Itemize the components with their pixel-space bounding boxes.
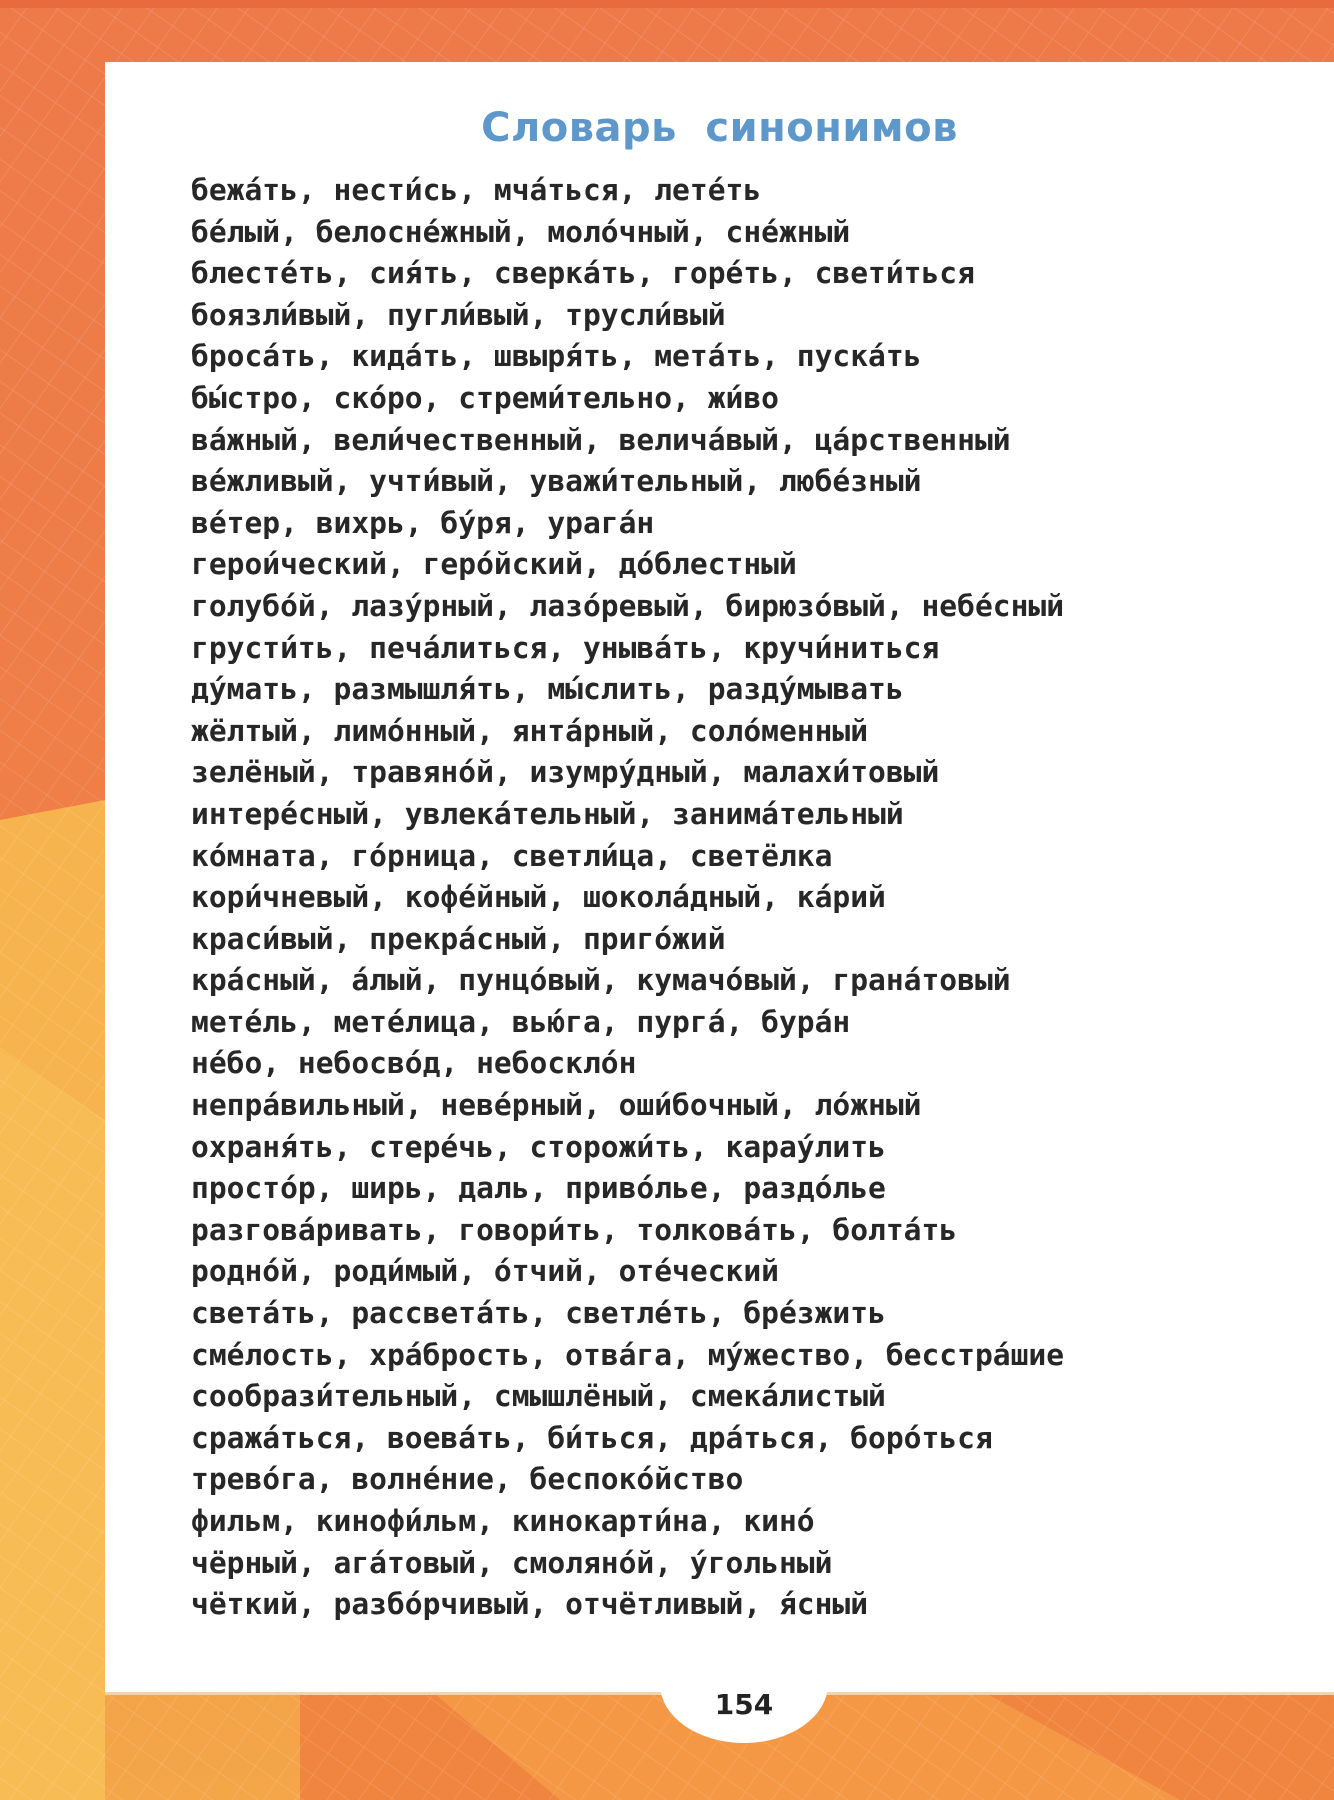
- list-item: кра́сный, а́лый, пунцо́вый, кумачо́вый, грана́товый: [191, 963, 1011, 998]
- list-item: жёлтый, лимо́нный, янта́рный, соло́менный: [191, 713, 869, 748]
- list-item: герои́ческий, геро́йский, до́блестный: [191, 547, 797, 582]
- list-item: не́бо, небосво́д, небоскло́н: [191, 1046, 637, 1081]
- list-item: фильм, кинофи́льм, кинокарти́на, кино́: [191, 1504, 815, 1538]
- list-item: интере́сный, увлека́тельный, занима́тельный: [191, 796, 904, 831]
- list-item: непра́вильный, неве́рный, оши́бочный, ло́жный: [191, 1088, 922, 1123]
- list-item: ко́мната, го́рница, светли́ца, светёлка: [191, 838, 833, 873]
- list-item: бы́стро, ско́ро, стреми́тельно, жи́во: [191, 380, 779, 415]
- page-number-tab: [660, 1625, 828, 1743]
- synonym-list: [191, 170, 1064, 1626]
- list-item: бе́лый, белосне́жный, моло́чный, сне́жный: [191, 214, 851, 249]
- page-title: Словарь синонимов: [481, 104, 958, 151]
- list-item: трево́га, волне́ние, беспоко́йство: [191, 1462, 744, 1497]
- list-item: блесте́ть, сия́ть, сверка́ть, горе́ть, свети́ться: [191, 256, 975, 291]
- list-item: разгова́ривать, говори́ть, толкова́ть, болта́ть: [191, 1212, 958, 1247]
- list-item: ду́мать, размышля́ть, мы́слить, разду́мывать: [191, 672, 904, 707]
- list-item: зелёный, травяно́й, изумру́дный, малахи́товый: [191, 755, 940, 790]
- list-item: ве́жливый, учти́вый, уважи́тельный, любе́зный: [191, 464, 922, 499]
- list-item: чёткий, разбо́рчивый, отчётливый, я́сный: [191, 1587, 869, 1622]
- list-item: ве́тер, вихрь, бу́ря, урага́н: [191, 505, 655, 540]
- list-item: сража́ться, воева́ть, би́ться, дра́ться, боро́ться: [191, 1420, 993, 1455]
- list-item: голубо́й, лазу́рный, лазо́ревый, бирюзо́вый, небе́сный: [191, 588, 1065, 623]
- list-item: охраня́ть, стере́чь, сторожи́ть, карау́лить: [191, 1129, 886, 1164]
- list-item: боязли́вый, пугли́вый, трусли́вый: [191, 297, 726, 332]
- list-item: света́ть, рассвета́ть, светле́ть, бре́зжить: [191, 1296, 886, 1331]
- list-item: сообрази́тельный, смышлёный, смека́листый: [191, 1379, 886, 1414]
- list-item: ва́жный, вели́чественный, велича́вый, ца́рственный: [191, 422, 1011, 457]
- list-item: чёрный, ага́товый, смоляно́й, у́гольный: [191, 1545, 833, 1580]
- page-number: 154: [714, 1688, 774, 1721]
- list-item: родно́й, роди́мый, о́тчий, оте́ческий: [191, 1254, 779, 1289]
- list-item: грусти́ть, печа́литься, уныва́ть, кручи́ниться: [191, 630, 940, 665]
- list-item: сме́лость, хра́брость, отва́га, му́жество, бесстра́шие: [191, 1337, 1065, 1372]
- list-item: мете́ль, мете́лица, вью́га, пурга́, бура́н: [191, 1004, 851, 1039]
- list-item: краси́вый, прекра́сный, приго́жий: [191, 921, 726, 956]
- list-item: бежа́ть, нести́сь, мча́ться, лете́ть: [191, 173, 762, 207]
- list-item: просто́р, ширь, даль, приво́лье, раздо́лье: [191, 1171, 886, 1206]
- list-item: кори́чневый, кофе́йный, шокола́дный, ка́рий: [191, 880, 886, 915]
- list-item: броса́ть, кида́ть, швыря́ть, мета́ть, пуска́ть: [191, 339, 922, 374]
